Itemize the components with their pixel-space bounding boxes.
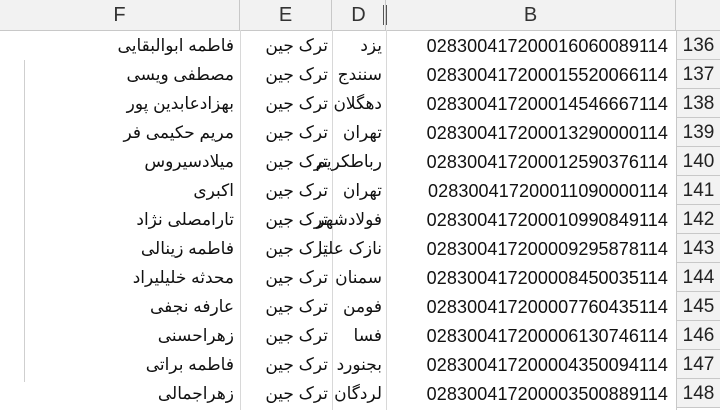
table-row [0, 350, 720, 379]
corner-header [676, 0, 720, 30]
row-divider [676, 407, 720, 408]
column-header-d[interactable]: D [332, 0, 386, 30]
name-cell[interactable]: فاطمه براتی [145, 355, 234, 374]
table-row [0, 292, 720, 321]
city-cell[interactable]: بجنورد [336, 355, 382, 374]
code-cell[interactable]: 02830041720000776043511‭4 [426, 297, 668, 317]
product-cell[interactable]: ترک جین [265, 239, 328, 258]
product-cell[interactable]: ترک جین [265, 94, 328, 113]
table-row [0, 31, 720, 60]
column-header-b[interactable]: B [386, 0, 676, 30]
code-cell[interactable]: 02830041720001552006611‭4 [426, 65, 668, 85]
name-cell[interactable]: بهزادعابدین پور [126, 94, 234, 113]
code-cell[interactable]: 02830041720000435009411‭4 [426, 355, 668, 375]
row-number[interactable]: 144 [676, 263, 720, 292]
table-row [0, 234, 720, 263]
product-cell[interactable]: ترک جین [265, 36, 328, 55]
city-cell[interactable]: سمنان [335, 268, 382, 287]
city-cell[interactable]: لردگان [334, 384, 382, 403]
table-row [0, 205, 720, 234]
city-cell[interactable]: رباطکریم [315, 152, 382, 171]
city-cell[interactable]: یزد [360, 36, 382, 55]
product-cell[interactable]: ترک جین [265, 181, 328, 200]
name-cell[interactable]: فاطمه ابوالبقایی [117, 36, 234, 55]
name-cell[interactable]: محدثه خلیلیراد [132, 268, 234, 287]
row-number[interactable]: 141 [676, 176, 720, 205]
column-header-e[interactable]: E [240, 0, 332, 30]
product-cell[interactable]: ترک جین [265, 326, 328, 345]
code-cell[interactable]: 02830041720001109000011‭4 [428, 181, 668, 201]
table-row [0, 263, 720, 292]
product-cell[interactable]: ترک جین [265, 65, 328, 84]
city-cell[interactable]: فولادشهر [316, 210, 382, 229]
product-cell[interactable]: ترک جین [265, 297, 328, 316]
product-cell[interactable]: ترک جین [265, 355, 328, 374]
name-cell[interactable]: زهراحسنی [157, 326, 234, 345]
code-cell[interactable]: 02830041720001606008911‭4 [426, 36, 668, 56]
row-number[interactable]: 142 [676, 205, 720, 234]
row-number[interactable]: 137 [676, 60, 720, 89]
row-number[interactable]: 148 [676, 379, 720, 408]
name-cell[interactable]: مریم حکیمی فر [123, 123, 234, 142]
name-cell[interactable]: مصطفی ویسی [126, 65, 234, 84]
row-number[interactable]: 147 [676, 350, 720, 379]
column-header-row [0, 0, 720, 31]
code-cell[interactable]: 02830041720000929587811‭4 [426, 239, 668, 259]
name-cell[interactable]: عارفه نجفی [150, 297, 234, 316]
product-cell[interactable]: ترک جین [265, 384, 328, 403]
city-cell[interactable]: نازک علیا [317, 239, 382, 258]
row-number[interactable]: 136 [676, 31, 720, 60]
name-cell[interactable]: فاطمه زینالی [140, 239, 234, 258]
code-cell[interactable]: 02830041720001329000011‭4 [426, 123, 668, 143]
table-row [0, 379, 720, 408]
product-cell[interactable]: ترک جین [265, 123, 328, 142]
name-cell[interactable]: اکبری [193, 181, 234, 200]
row-number[interactable]: 139 [676, 118, 720, 147]
column-resize-handle-icon[interactable] [383, 5, 387, 25]
code-cell[interactable]: 02830041720001259037611‭4 [426, 152, 668, 172]
column-header-f[interactable]: F [0, 0, 240, 30]
name-cell[interactable]: میلادسیروس [144, 152, 234, 171]
row-number[interactable]: 146 [676, 321, 720, 350]
row-number[interactable]: 145 [676, 292, 720, 321]
row-number[interactable]: 140 [676, 147, 720, 176]
name-cell[interactable]: تارامصلی نژاد [136, 210, 234, 229]
city-cell[interactable]: دهگلان [333, 94, 382, 113]
city-cell[interactable]: تهران [342, 123, 382, 142]
code-cell[interactable]: 02830041720001099084911‭4 [426, 210, 668, 230]
table-row [0, 60, 720, 89]
table-row [0, 118, 720, 147]
row-number[interactable]: 138 [676, 89, 720, 118]
city-cell[interactable]: فسا [353, 326, 382, 345]
city-cell[interactable]: سنندج [337, 65, 382, 84]
code-cell[interactable]: 02830041720000350088911‭4 [426, 384, 668, 404]
city-cell[interactable]: فومن [343, 297, 382, 316]
table-row [0, 89, 720, 118]
product-cell[interactable]: ترک جین [265, 268, 328, 287]
product-cell[interactable]: ترک جین [265, 152, 328, 171]
code-cell[interactable]: 02830041720000613074611‭4 [426, 326, 668, 346]
row-number[interactable]: 143 [676, 234, 720, 263]
product-cell[interactable]: ترک جین [265, 210, 328, 229]
name-cell[interactable]: زهراجمالی [157, 384, 234, 403]
code-cell[interactable]: 02830041720001454666711‭4 [426, 94, 668, 114]
city-cell[interactable]: تهران [342, 181, 382, 200]
table-row [0, 321, 720, 350]
table-row [0, 176, 720, 205]
code-cell[interactable]: 02830041720000845003511‭4 [426, 268, 668, 288]
table-row [0, 147, 720, 176]
